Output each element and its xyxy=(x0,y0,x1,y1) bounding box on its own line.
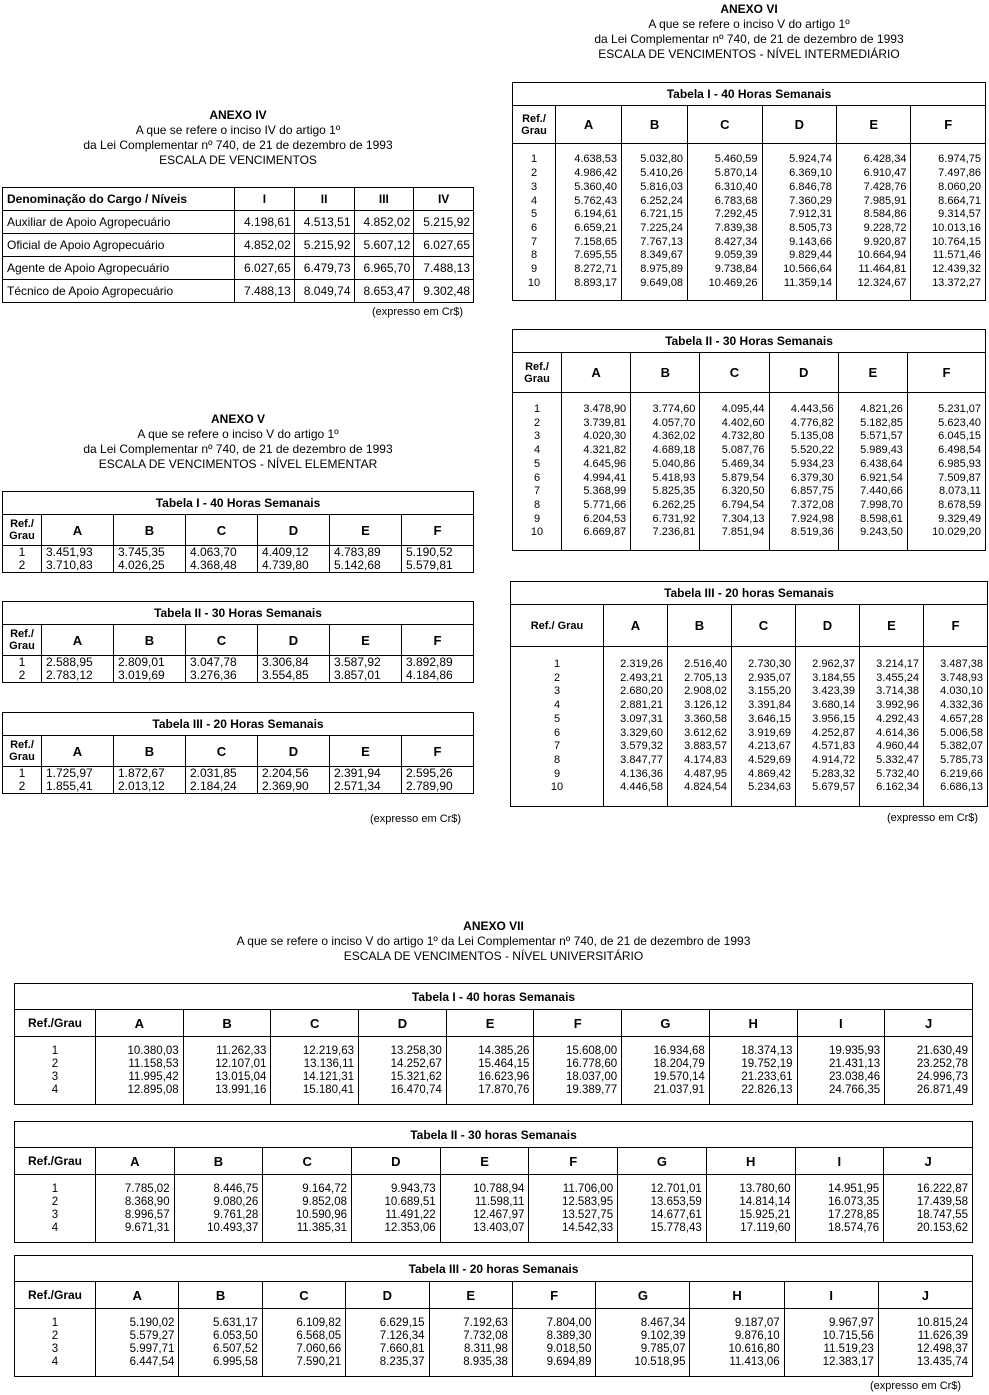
anexo-iv-note: (expresso em Cr$) xyxy=(372,306,464,318)
value-cell: 3.047,78 3.276,36 xyxy=(186,656,258,683)
value-cell: 3.892,89 4.184,86 xyxy=(402,656,474,683)
col-header: D xyxy=(359,1010,447,1037)
value-cell: 2.962,37 3.184,55 3.423,39 3.680,14 3.956,15 4.252,87 4.571,83 4.914,72 5.283,32 5.679,57 xyxy=(796,647,860,807)
col-header: F xyxy=(534,1010,622,1037)
value-cell: 7.192,63 7.732,08 8.311,98 8.935,38 xyxy=(429,1309,512,1377)
col-header-ref: Ref./ Grau xyxy=(3,515,42,546)
col-header: G xyxy=(596,1282,690,1309)
col-header: I xyxy=(795,1148,884,1175)
anexo-v-line1: A que se refere o inciso V do artigo 1º xyxy=(137,427,339,441)
anexo-vii-header xyxy=(14,919,973,964)
value-cell: 5.190,52 5.579,81 xyxy=(402,546,474,573)
table-caption: Tabela II - 30 horas Semanais xyxy=(15,1122,973,1148)
ref-cell: 1 2 3 4 xyxy=(15,1037,96,1105)
anexo-v-line3: ESCALA DE VENCIMENTOS - NÍVEL ELEMENTAR xyxy=(98,457,378,471)
col-header: A xyxy=(42,515,114,546)
anexo-v-tabela-i xyxy=(2,491,474,573)
col-header: C xyxy=(732,605,796,647)
anexo-vi-tabela-iii xyxy=(510,581,988,807)
value-cell: 10.815,24 11.626,39 12.498,37 13.435,74 xyxy=(878,1309,972,1377)
value-cell: 3.587,92 3.857,01 xyxy=(330,656,402,683)
table-header-row xyxy=(511,605,988,647)
table-cell: 6.965,70 xyxy=(354,257,414,280)
table-cell: 5.215,92 xyxy=(414,211,474,234)
col-header: F xyxy=(402,515,474,546)
col-header: A xyxy=(96,1282,179,1309)
value-cell: 15.608,00 16.778,60 18.037,00 19.389,77 xyxy=(534,1037,622,1105)
table-cell: 7.488,13 xyxy=(414,257,474,280)
anexo-vi-tabela-i xyxy=(512,82,986,301)
col-header-ref: Ref./Grau xyxy=(15,1282,96,1309)
value-cell: 21.630,49 23.252,78 24.996,73 26.871,49 xyxy=(885,1037,973,1105)
col-header: C xyxy=(186,736,258,767)
table-caption: Tabela II - 30 Horas Semanais xyxy=(513,330,986,353)
anexo-vii-line2: ESCALA DE VENCIMENTOS - NÍVEL UNIVERSITÁRIO xyxy=(343,949,644,963)
value-cell: 4.063,70 4.368,48 xyxy=(186,546,258,573)
value-cell: 9.967,97 10.715,56 11.519,23 12.383,17 xyxy=(784,1309,878,1377)
anexo-vi-line2: da Lei Complementar nº 740, de 21 de dezembro de 1993 xyxy=(594,32,904,46)
table-row xyxy=(3,656,474,683)
col-header-denominacao: Denominação do Cargo / Níveis xyxy=(3,188,235,211)
table-cell: 6.027,65 xyxy=(235,257,295,280)
col-header: B xyxy=(174,1148,263,1175)
ref-cell: 1 2 xyxy=(3,546,42,573)
anexo-vi-line1: A que se refere o inciso V do artigo 1º xyxy=(648,17,850,31)
anexo-v-title: ANEXO V xyxy=(210,412,265,426)
value-cell: 1.872,67 2.013,12 xyxy=(114,767,186,794)
value-cell: 13.258,30 14.252,67 15.321,62 16.470,74 xyxy=(359,1037,447,1105)
col-header: C xyxy=(262,1282,345,1309)
col-header-ref: Ref./ Grau xyxy=(513,106,556,144)
col-header-ref: Ref./Grau xyxy=(15,1148,96,1175)
anexo-iv-line3: ESCALA DE VENCIMENTOS xyxy=(159,153,317,167)
anexo-vii-title: ANEXO VII xyxy=(463,919,524,933)
table-row xyxy=(3,234,474,257)
table-cell: 8.653,47 xyxy=(354,280,414,303)
value-cell: 3.745,35 4.026,25 xyxy=(114,546,186,573)
table-cell: 9.302,48 xyxy=(414,280,474,303)
table-row xyxy=(513,144,986,301)
table-cell: 6.027,65 xyxy=(414,234,474,257)
col-header: F xyxy=(402,736,474,767)
col-header-ref: Ref./Grau xyxy=(15,1010,96,1037)
col-header: A xyxy=(556,106,622,144)
value-cell: 2.516,40 2.705,13 2.908,02 3.126,12 3.360,58 3.612,62 3.883,57 4.174,83 4.487,95 4.824,54 xyxy=(668,647,732,807)
table-header-row xyxy=(3,625,474,656)
table-header-row xyxy=(513,353,986,393)
value-cell: 16.934,68 18.204,79 19.570,14 21.037,91 xyxy=(622,1037,710,1105)
col-header: E xyxy=(838,353,907,393)
col-header: F xyxy=(529,1148,618,1175)
anexo-v-tabela-ii xyxy=(2,601,474,683)
table-row xyxy=(511,647,988,807)
value-cell: 2.588,95 2.783,12 xyxy=(42,656,114,683)
col-header: J xyxy=(884,1148,973,1175)
col-header: F xyxy=(402,625,474,656)
value-cell: 7.785,02 8.368,90 8.996,57 9.671,31 xyxy=(96,1175,175,1243)
table-cell: 8.049,74 xyxy=(294,280,354,303)
value-cell: 3.306,84 3.554,85 xyxy=(258,656,330,683)
table-caption: Tabela I - 40 Horas Semanais xyxy=(513,83,986,106)
col-header: E xyxy=(860,605,924,647)
table-header-row xyxy=(15,1282,973,1309)
anexo-v-line2: da Lei Complementar nº 740, de 21 de dezembro de 1993 xyxy=(83,442,393,456)
table-header-row xyxy=(3,188,474,211)
col-header: C xyxy=(186,625,258,656)
cargo-name: Auxiliar de Apoio Agropecuário xyxy=(3,211,235,234)
col-header: E xyxy=(429,1282,512,1309)
table-row xyxy=(3,257,474,280)
value-cell: 3.487,38 3.748,93 4.030,10 4.332,36 4.657,28 5.006,58 5.382,07 5.785,73 6.219,66 6.686,13 xyxy=(924,647,988,807)
anexo-iv-line1: A que se refere o inciso IV do artigo 1º xyxy=(135,123,341,137)
col-header: D xyxy=(352,1148,441,1175)
table-cell: 5.607,12 xyxy=(354,234,414,257)
col-header: B xyxy=(179,1282,262,1309)
value-cell: 16.222,87 17.439,58 18.747,55 20.153,62 xyxy=(884,1175,973,1243)
col-header: D xyxy=(258,515,330,546)
table-caption: Tabela III - 20 Horas Semanais xyxy=(3,713,474,736)
value-cell: 4.095,44 4.402,60 4.732,80 5.087,76 5.469,34 5.879,54 6.320,50 6.794,54 7.304,13 7.851,94 xyxy=(700,393,769,551)
anexo-v-header xyxy=(2,412,474,472)
value-cell: 10.788,94 11.598,11 12.467,97 13.403,07 xyxy=(440,1175,529,1243)
table-cell: 4.198,61 xyxy=(235,211,295,234)
table-row xyxy=(3,546,474,573)
col-header: J xyxy=(878,1282,972,1309)
col-header-ref: Ref./ Grau xyxy=(511,605,604,647)
value-cell: 19.935,93 21.431,13 23.038,46 24.766,35 xyxy=(797,1037,885,1105)
value-cell: 2.809,01 3.019,69 xyxy=(114,656,186,683)
col-header: D xyxy=(762,106,836,144)
table-row xyxy=(3,211,474,234)
col-header: B xyxy=(114,736,186,767)
value-cell: 2.319,26 2.493,21 2.680,20 2.881,21 3.097,31 3.329,60 3.579,32 3.847,77 4.136,36 4.446,58 xyxy=(604,647,668,807)
value-cell: 12.701,01 13.653,59 14.677,61 15.778,43 xyxy=(618,1175,707,1243)
col-header: A xyxy=(42,736,114,767)
table-cell: 7.488,13 xyxy=(235,280,295,303)
col-header: H xyxy=(709,1010,797,1037)
value-cell: 4.409,12 4.739,80 xyxy=(258,546,330,573)
value-cell: 12.219,63 13.136,11 14.121,31 15.180,41 xyxy=(271,1037,359,1105)
value-cell: 3.478,90 3.739,81 4.020,30 4.321,82 4.645,96 4.994,41 5.368,99 5.771,66 6.204,53 6.669,87 xyxy=(562,393,631,551)
table-row xyxy=(513,393,986,551)
value-cell: 9.943,73 10.689,51 11.491,22 12.353,06 xyxy=(352,1175,441,1243)
col-header: A xyxy=(604,605,668,647)
value-cell: 3.214,17 3.455,24 3.714,38 3.992,96 4.292,43 4.614,36 4.960,44 5.332,47 5.732,40 6.162,34 xyxy=(860,647,924,807)
ref-cell: 1 2 xyxy=(3,656,42,683)
table-caption: Tabela III - 20 horas Semanais xyxy=(511,582,988,605)
col-header: G xyxy=(618,1148,707,1175)
col-header-ref: Ref./ Grau xyxy=(3,625,42,656)
col-header: C xyxy=(688,106,762,144)
col-header: C xyxy=(271,1010,359,1037)
col-header: B xyxy=(183,1010,271,1037)
anexo-vi-title: ANEXO VI xyxy=(720,2,778,16)
anexo-iv-line2: da Lei Complementar nº 740, de 21 de dezembro de 1993 xyxy=(83,138,393,152)
anexo-iv-title: ANEXO IV xyxy=(209,108,267,122)
table-header-row xyxy=(15,1010,973,1037)
table-caption: Tabela I - 40 horas Semanais xyxy=(15,984,973,1010)
col-header: A xyxy=(562,353,631,393)
col-header: B xyxy=(114,625,186,656)
col-header: A xyxy=(96,1148,175,1175)
value-cell: 4.821,26 5.182,85 5.571,57 5.989,43 6.438,64 6.921,54 7.440,66 7.998,70 8.598,61 9.243,50 xyxy=(838,393,907,551)
anexo-vi-line3: ESCALA DE VENCIMENTOS - NÍVEL INTERMEDIÁRIO xyxy=(598,47,900,61)
value-cell: 5.924,74 6.369,10 6.846,78 7.360,29 7.912,31 8.505,73 9.143,66 9.829,44 10.566,64 11.359,14 xyxy=(762,144,836,301)
col-header: I xyxy=(784,1282,878,1309)
ref-cell: 1 2 3 4 xyxy=(15,1175,96,1243)
col-header-iii: III xyxy=(354,188,414,211)
anexo-vi-header xyxy=(512,2,986,62)
col-header: D xyxy=(258,625,330,656)
value-cell: 14.951,95 16.073,35 17.278,85 18.574,76 xyxy=(795,1175,884,1243)
col-header: B xyxy=(622,106,688,144)
value-cell: 5.231,07 5.623,40 6.045,15 6.498,54 6.985,93 7.509,87 8.073,11 8.678,59 9.329,49 10.029,20 xyxy=(907,393,985,551)
value-cell: 8.446,75 9.080,26 9.761,28 10.493,37 xyxy=(174,1175,263,1243)
table-header-row xyxy=(513,106,986,144)
cargo-name: Técnico de Apoio Agropecuário xyxy=(3,280,235,303)
col-header: G xyxy=(622,1010,710,1037)
value-cell: 9.187,07 9.876,10 10.616,80 11.413,06 xyxy=(690,1309,784,1377)
value-cell: 6.629,15 7.126,34 7.660,81 8.235,37 xyxy=(346,1309,429,1377)
ref-cell: 1 2 3 4 5 6 7 8 9 10 xyxy=(513,144,556,301)
value-cell: 3.774,60 4.057,70 4.362,02 4.689,18 5.040,86 5.418,93 5.825,35 6.262,25 6.731,92 7.236,81 xyxy=(631,393,700,551)
table-header-row xyxy=(3,515,474,546)
col-header: D xyxy=(796,605,860,647)
ref-cell: 1 2 xyxy=(3,767,42,794)
col-header: E xyxy=(330,736,402,767)
col-header: F xyxy=(911,106,986,144)
table-cell: 6.479,73 xyxy=(294,257,354,280)
value-cell: 14.385,26 15.464,15 16.623,96 17.870,76 xyxy=(446,1037,534,1105)
col-header: A xyxy=(42,625,114,656)
col-header: E xyxy=(330,625,402,656)
value-cell: 18.374,13 19.752,19 21.233,61 22.826,13 xyxy=(709,1037,797,1105)
anexo-vii-tabela-ii xyxy=(14,1121,973,1243)
col-header: E xyxy=(446,1010,534,1037)
table-cell: 4.852,02 xyxy=(235,234,295,257)
col-header: F xyxy=(907,353,985,393)
value-cell: 9.164,72 9.852,08 10.590,96 11.385,31 xyxy=(263,1175,352,1243)
value-cell: 4.638,53 4.986,42 5.360,40 5.762,43 6.194,61 6.659,21 7.158,65 7.695,55 8.272,71 8.893,17 xyxy=(556,144,622,301)
value-cell: 1.725,97 1.855,41 xyxy=(42,767,114,794)
value-cell: 8.467,34 9.102,39 9.785,07 10.518,95 xyxy=(596,1309,690,1377)
col-header: D xyxy=(346,1282,429,1309)
anexo-iv-header xyxy=(2,108,474,168)
value-cell: 2.595,26 2.789,90 xyxy=(402,767,474,794)
ref-cell: 1 2 3 4 5 6 7 8 9 10 xyxy=(511,647,604,807)
cargo-name: Oficial de Apoio Agropecuário xyxy=(3,234,235,257)
col-header-ref: Ref./ Grau xyxy=(513,353,562,393)
anexo-v-tabela-iii xyxy=(2,712,474,794)
anexo-iv-table xyxy=(2,187,474,303)
value-cell: 6.109,82 6.568,05 7.060,66 7.590,21 xyxy=(262,1309,345,1377)
value-cell: 6.974,75 7.497,86 8.060,20 8.664,71 9.314,57 10.013,16 10.764,15 11.571,46 12.439,32 13.372,27 xyxy=(911,144,986,301)
col-header: B xyxy=(668,605,732,647)
ref-cell: 1 2 3 4 5 6 7 8 9 10 xyxy=(513,393,562,551)
table-cell: 4.513,51 xyxy=(294,211,354,234)
col-header: A xyxy=(96,1010,184,1037)
col-header: C xyxy=(263,1148,352,1175)
value-cell: 2.391,94 2.571,34 xyxy=(330,767,402,794)
col-header: F xyxy=(924,605,988,647)
anexo-vi-note: (expresso em Cr$) xyxy=(887,812,979,824)
col-header: E xyxy=(440,1148,529,1175)
table-row xyxy=(15,1037,973,1105)
table-caption: Tabela III - 20 horas Semanais xyxy=(15,1256,973,1282)
col-header: E xyxy=(837,106,911,144)
col-header-ii: II xyxy=(294,188,354,211)
col-header: J xyxy=(885,1010,973,1037)
col-header: H xyxy=(706,1148,795,1175)
col-header: D xyxy=(258,736,330,767)
col-header-iv: IV xyxy=(414,188,474,211)
col-header: C xyxy=(186,515,258,546)
table-row xyxy=(3,280,474,303)
value-cell: 5.032,80 5.410,26 5.816,03 6.252,24 6.721,15 7.225,24 7.767,13 8.349,67 8.975,89 9.649,08 xyxy=(622,144,688,301)
table-row xyxy=(15,1175,973,1243)
col-header: I xyxy=(797,1010,885,1037)
value-cell: 4.783,89 5.142,68 xyxy=(330,546,402,573)
value-cell: 5.460,59 5.870,14 6.310,40 6.783,68 7.292,45 7.839,38 8.427,34 9.059,39 9.738,84 10.469,26 xyxy=(688,144,762,301)
anexo-vii-line1: A que se refere o inciso V do artigo 1º da Lei Complementar nº 740, de 21 de dezembro de 1993 xyxy=(236,934,751,948)
table-row xyxy=(15,1309,973,1377)
col-header: D xyxy=(769,353,838,393)
col-header: F xyxy=(512,1282,595,1309)
col-header: C xyxy=(700,353,769,393)
col-header-ref: Ref./ Grau xyxy=(3,736,42,767)
anexo-vii-tabela-iii xyxy=(14,1255,973,1377)
col-header: E xyxy=(330,515,402,546)
value-cell: 3.451,93 3.710,83 xyxy=(42,546,114,573)
table-row xyxy=(3,767,474,794)
table-cell: 5.215,92 xyxy=(294,234,354,257)
cargo-name: Agente de Apoio Agropecuário xyxy=(3,257,235,280)
table-header-row xyxy=(3,736,474,767)
table-header-row xyxy=(15,1148,973,1175)
anexo-v-note: (expresso em Cr$) xyxy=(370,813,462,825)
value-cell: 5.631,17 6.053,50 6.507,52 6.995,58 xyxy=(179,1309,262,1377)
col-header: B xyxy=(114,515,186,546)
col-header: B xyxy=(631,353,700,393)
ref-cell: 1 2 3 4 xyxy=(15,1309,96,1377)
value-cell: 4.443,56 4.776,82 5.135,08 5.520,22 5.934,23 6.379,30 6.857,75 7.372,08 7.924,98 8.519,36 xyxy=(769,393,838,551)
value-cell: 10.380,03 11.158,53 11.995,42 12.895,08 xyxy=(96,1037,184,1105)
table-caption: Tabela II - 30 Horas Semanais xyxy=(3,602,474,625)
anexo-vii-note: (expresso em Cr$) xyxy=(870,1380,962,1392)
col-header-i: I xyxy=(235,188,295,211)
value-cell: 7.804,00 8.389,30 9.018,50 9.694,89 xyxy=(512,1309,595,1377)
value-cell: 5.190,02 5.579,27 5.997,71 6.447,54 xyxy=(96,1309,179,1377)
table-caption: Tabela I - 40 Horas Semanais xyxy=(3,492,474,515)
value-cell: 11.262,33 12.107,01 13.015,04 13.991,16 xyxy=(183,1037,271,1105)
anexo-vii-tabela-i xyxy=(14,983,973,1105)
anexo-vi-tabela-ii xyxy=(512,329,986,551)
table-cell: 4.852,02 xyxy=(354,211,414,234)
value-cell: 13.780,60 14.814,14 15.925,21 17.119,60 xyxy=(706,1175,795,1243)
col-header: H xyxy=(690,1282,784,1309)
value-cell: 2.031,85 2.184,24 xyxy=(186,767,258,794)
value-cell: 2.730,30 2.935,07 3.155,20 3.391,84 3.646,15 3.919,69 4.213,67 4.529,69 4.869,42 5.234,63 xyxy=(732,647,796,807)
value-cell: 11.706,00 12.583,95 13.527,75 14.542,33 xyxy=(529,1175,618,1243)
value-cell: 2.204,56 2.369,90 xyxy=(258,767,330,794)
value-cell: 6.428,34 6.910,47 7.428,76 7.985,91 8.584,86 9.228,72 9.920,87 10.664,94 11.464,81 12.324,67 xyxy=(837,144,911,301)
